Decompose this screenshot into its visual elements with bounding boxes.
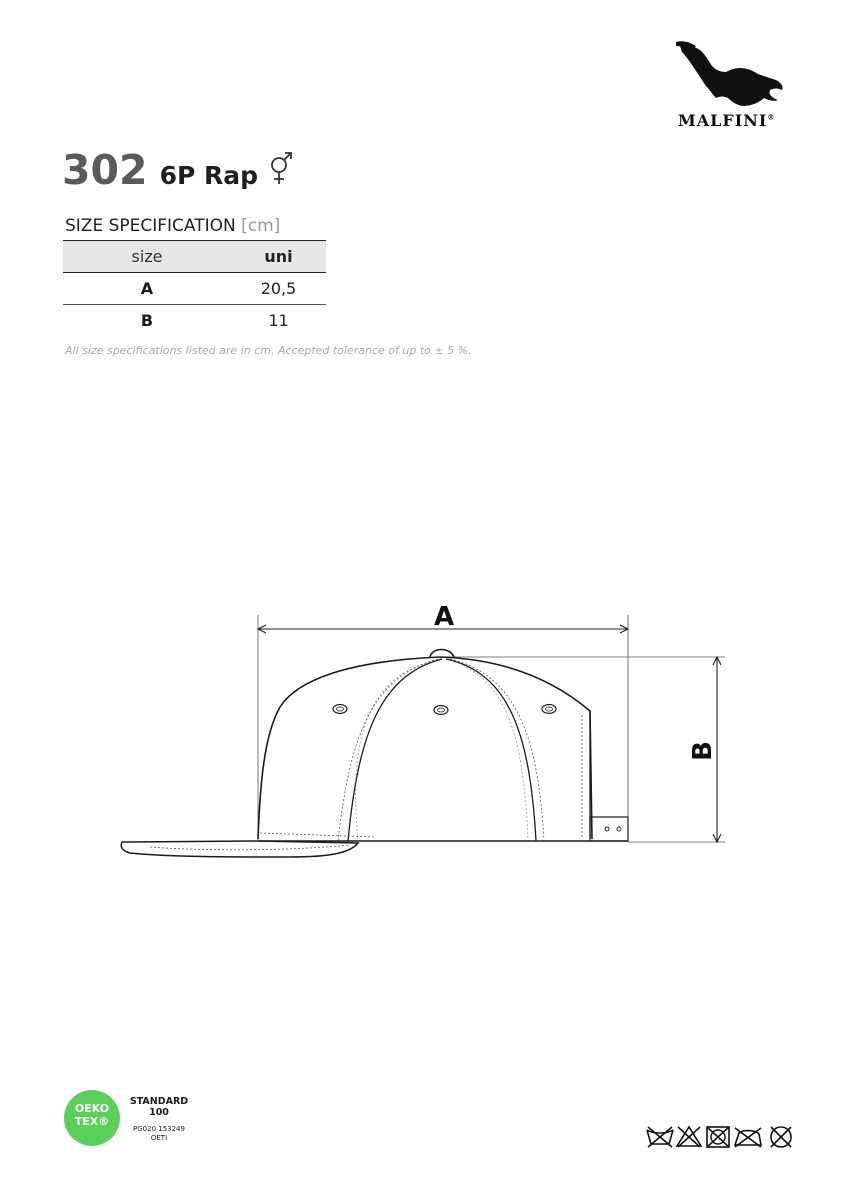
product-code: 302 [62,146,148,194]
no-bleach-icon [677,1127,701,1147]
row-value: 20,5 [260,279,297,298]
dimension-a-label: A [433,602,455,632]
size-table-header [63,241,326,273]
row-value: 11 [268,311,289,330]
no-ironing-icon [735,1128,761,1147]
oeko-tex-badge: OEKO TEX® [64,1090,120,1146]
malfini-logo [672,40,802,135]
no-dry-clean-icon [771,1127,791,1147]
unisex-symbol-icon [268,152,294,186]
size-table [63,240,326,336]
eagle-icon [672,40,802,110]
no-washing-icon [647,1127,673,1147]
table-row [63,273,326,305]
row-label: A [140,279,154,298]
size-spec-title: SIZE SPECIFICATION [cm] [65,216,281,236]
size-spec-unit: [cm] [241,216,281,236]
product-title [62,146,294,196]
product-name: 6P Rap [159,161,259,190]
oeko-tex-number: PG020 153249 OETI [133,1125,185,1142]
cap-diagram [110,595,740,879]
table-row [63,305,326,337]
brand-name: MALFINI® [678,111,776,130]
tolerance-note: All size specifications listed are in cm. Accepted tolerance of up to ± 5 %. [65,344,472,357]
dimension-b-label: B [688,741,718,761]
no-tumble-dry-icon [707,1127,729,1147]
row-label: B [140,311,154,330]
care-symbols [645,1124,800,1154]
cap-side-view-drawing [110,595,740,875]
column-header-size: size [131,247,163,266]
oeko-tex-standard: STANDARD 100 [129,1096,189,1118]
column-header-uni: uni [264,247,293,266]
